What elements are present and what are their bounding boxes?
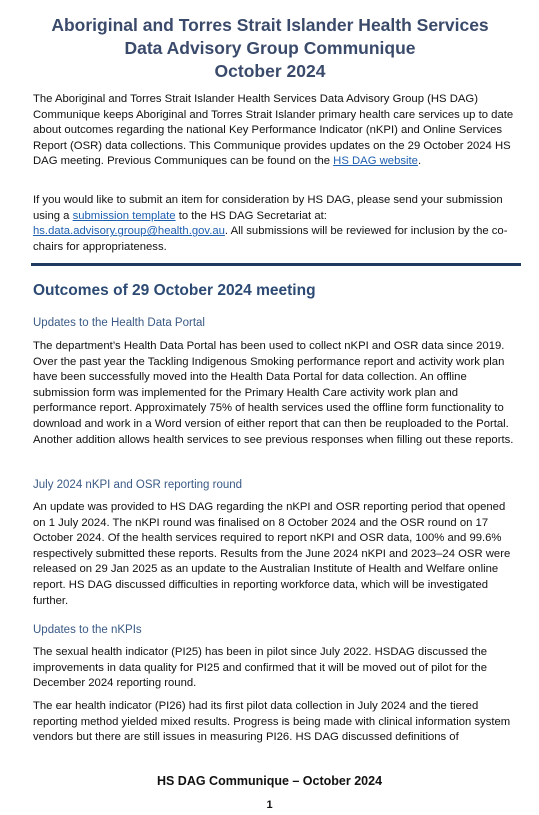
nkpi-updates-heading: Updates to the nKPIs	[33, 624, 142, 636]
page-footer: HS DAG Communique – October 2024	[156, 774, 383, 788]
ear-health-indicator-text: The ear health indicator (PI26) had its first pilot data collection in July 2024 and the tiered reporting method yielded mixed results. Progress is being made with clinical information system vendors but there are still issues in measuring PI26. HS DAG discussed definitions of	[33, 700, 511, 744]
title-line-3: October 2024	[214, 61, 326, 81]
submission-text-a: If you would like to submit an item for consideration by HS DAG, please send your submission using a	[33, 194, 503, 222]
submission-text-b: to the HS DAG Secretariat at:	[175, 209, 327, 222]
document-title	[20, 14, 520, 83]
page-number: 1	[266, 799, 273, 811]
sexual-health-indicator-text: The sexual health indicator (PI25) has been in pilot since July 2022. HSDAG discussed the improvements in data quality for PI25 and confirmed that it will be moved out of pilot for the December 2024 reporting round.	[33, 646, 488, 690]
health-data-portal-text: The department’s Health Data Portal has been used to collect nKPI and OSR data since 2019. Over the past year the Tackling Indigenous Smoking performance report and activity work plan have been successfully moved into the Health Data Portal for data collection. An offline submission form was implemented for the Primary Health Care activity work plan and performance report. Approximately 75% of health services used the offline form functionality to download and work in a Word version of either report that can then be reuploaded to the Portal. Another addition allows health services to see previous responses when filling out these reports.	[33, 340, 514, 446]
title-line-1: Aboriginal and Torres Strait Islander Health Services	[51, 15, 489, 35]
reporting-round-heading: July 2024 nKPI and OSR reporting round	[33, 479, 243, 491]
intro-paragraph	[33, 92, 515, 170]
reporting-round-text: An update was provided to HS DAG regarding the nKPI and OSR reporting period that opened on 1 July 2024. The nKPI round was finalised on 8 October 2024 and the OSR round on 17 October 2024. Of the health services required to report nKPI and OSR data, 100% and 99.6% respectively submitted these reports. Results from the June 2024 nKPI and 2023–24 OSR were released on 29 Jan 2025 as an update to the Australian Institute of Health and Welfare online report. HS DAG discussed difficulties in reporting workforce data, which will be investigated further.	[33, 501, 511, 607]
outcomes-heading: Outcomes of 29 October 2024 meeting	[33, 282, 316, 299]
submission-template-link[interactable]: submission template	[72, 209, 176, 222]
submission-paragraph	[33, 193, 515, 255]
secretariat-email-link[interactable]: hs.data.advisory.group@health.gov.au	[33, 225, 225, 238]
submission-text-c: . All submissions will be reviewed for inclusion by the co-chairs for appropriateness.	[33, 225, 508, 253]
health-data-portal-heading: Updates to the Health Data Portal	[33, 317, 205, 329]
intro-end: .	[417, 155, 422, 168]
title-line-2: Data Advisory Group Communique	[124, 38, 416, 58]
intro-text: The Aboriginal and Torres Strait Islander Health Services Data Advisory Group (HS DAG) Communique keeps Aboriginal and Torres Strait Islander primary health care services up to date about outcomes regarding the national Key Performance Indicator (nKPI) and Online Services Report (OSR) data collections. This Communique provides updates on the 29 October 2024 HS DAG meeting. Previous Communiques can be found on the	[33, 93, 514, 168]
section-divider	[31, 263, 521, 266]
hs-dag-website-link[interactable]: HS DAG website	[333, 155, 418, 168]
